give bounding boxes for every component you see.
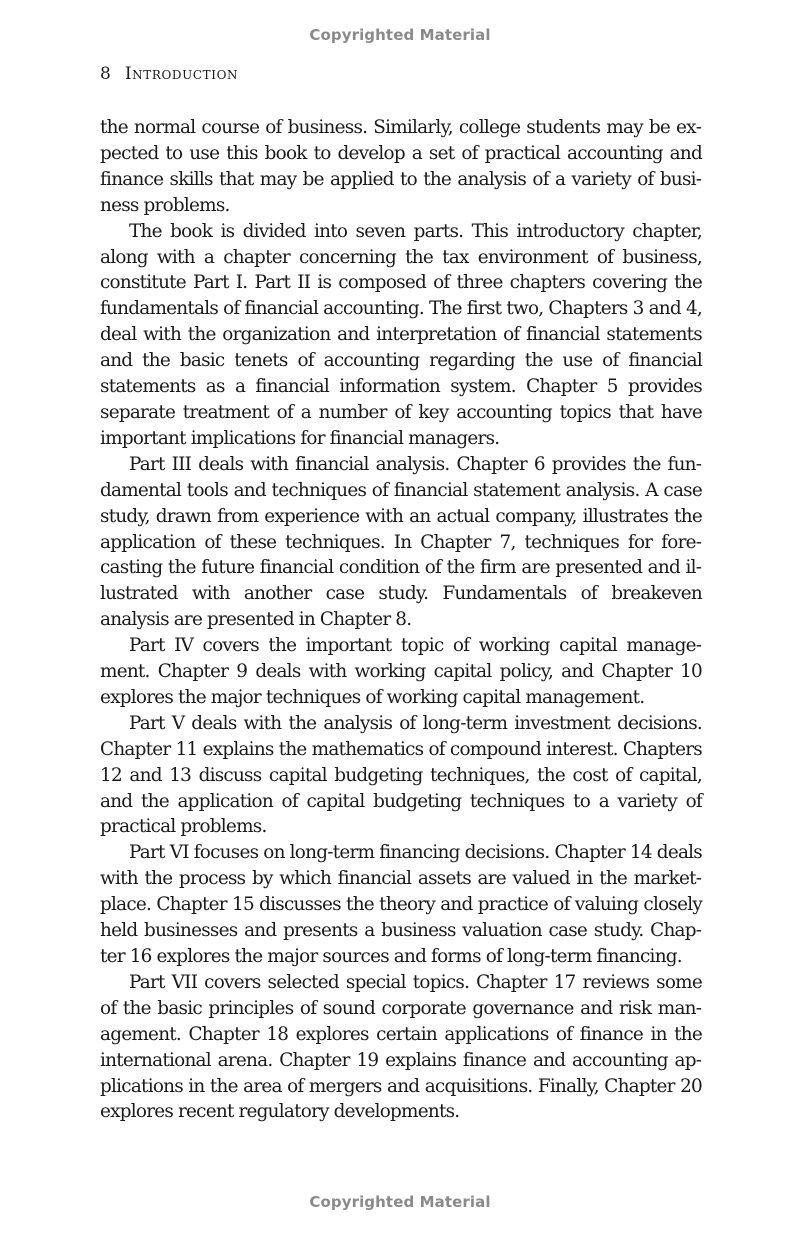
paragraph-part-vii: Part VII covers selected special topics. Chapter 17 reviews some of the basic principles of sound corporate governance and risk management. Chapter 18 explores certain applications of finance in the international arena. Chapter 19 explains finance and accounting applications in the area of mergers and acquisitions. Finally, Chapter 20 explores recent regulatory developments. xyxy=(100,971,702,1123)
paragraph-part-iv: Part IV covers the important topic of working capital management. Chapter 9 deals with working capital policy, and Chapter 10 explores the major techniques of working capital management. xyxy=(100,635,702,708)
running-head xyxy=(100,64,238,84)
paragraph-part-vi: Part VI focuses on long-term financing decisions. Chapter 14 deals with the process by which financial assets are valued in the marketplace. Chapter 15 discusses the theory and practice of valuing closely held businesses and presents a business valuation case study. Chapter 16 explores the major sources and forms of long-term financing. xyxy=(100,842,702,967)
copyright-watermark-top: Copyrighted Material xyxy=(309,26,491,44)
paragraph-continued: the normal course of business. Similarly, college students may be expected to use this book to develop a set of practical accounting and finance skills that may be applied to the analysis of a variety of business problems. xyxy=(100,117,702,216)
paragraph-part-v: Part V deals with the analysis of long-term investment decisions. Chapter 11 explains the mathematics of compound interest. Chapters 12 and 13 discuss capital budgeting techniques, the cost of capital, and the application of capital budgeting techniques to a variety of practical problems. xyxy=(100,712,702,838)
paragraph-book-structure: The book is divided into seven parts. This introductory chapter, along with a chapter concerning the tax environment of business, constitute Part I. Part II is composed of three chapters covering the fundamentals of financial accounting. The first two, Chapters 3 and 4, deal with the organization and interpretation of financial statements and the basic tenets of accounting regarding the use of financial statements as a financial information system. Chapter 5 provides separate treatment of a number of key accounting topics that have important implications for financial managers. xyxy=(100,220,702,449)
copyright-watermark-bottom: Copyrighted Material xyxy=(309,1193,491,1211)
paragraph-part-iii: Part III deals with financial analysis. Chapter 6 provides the fundamental tools and techniques of financial statement analysis. A case study, drawn from experience with an actual company, illustrates the application of these techniques. In Chapter 7, techniques for forecasting the future financial condition of the firm are presented and illustrated with another case study. Fundamentals of breakeven analysis are presented in Chapter 8. xyxy=(100,453,702,631)
section-title: Introduction xyxy=(124,64,239,84)
body-text xyxy=(100,115,702,1125)
page-number: 8 xyxy=(100,64,111,84)
